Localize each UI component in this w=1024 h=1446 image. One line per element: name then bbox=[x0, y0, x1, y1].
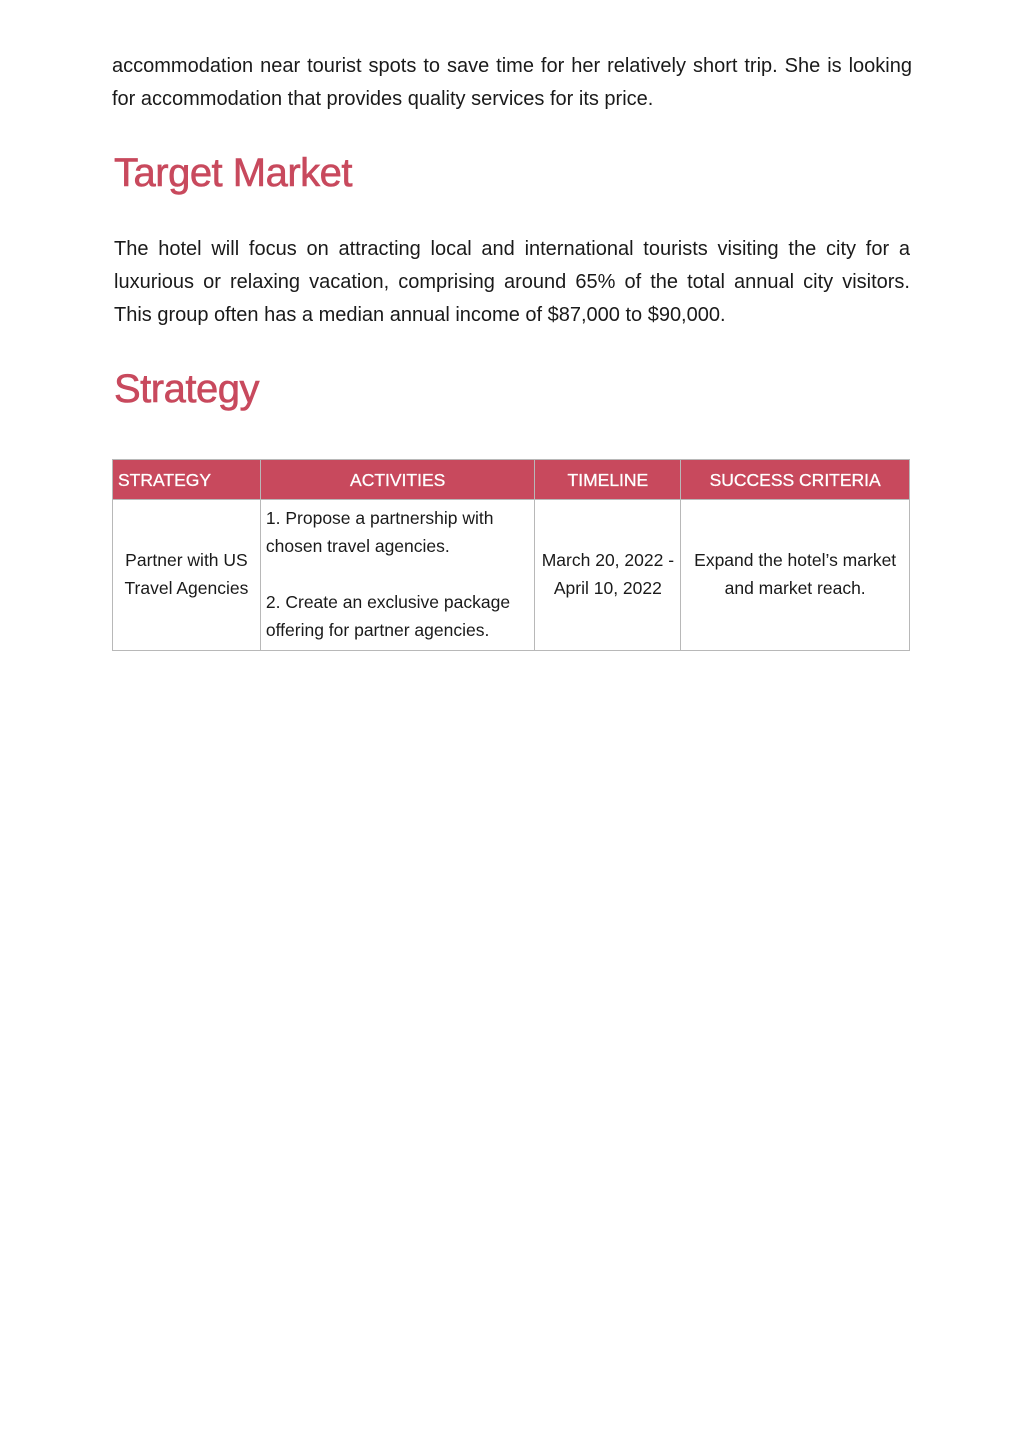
activity-spacer bbox=[266, 560, 529, 588]
table-row bbox=[113, 500, 910, 651]
cell-strategy: Partner with US Travel Agencies bbox=[113, 500, 261, 651]
target-market-heading: Target Market bbox=[114, 151, 353, 195]
activity-item: 1. Propose a partnership with chosen travel agencies. bbox=[265, 508, 494, 556]
header-activities: ACTIVITIES bbox=[260, 460, 535, 500]
activity-item: 2. Create an exclusive package offering for partner agencies. bbox=[265, 592, 511, 640]
cell-activities bbox=[260, 500, 535, 651]
table-header-row bbox=[113, 460, 910, 500]
target-market-paragraph: The hotel will focus on attracting local and international tourists visiting the city for a luxurious or relaxing vacation, comprising around 65% of the total annual city visitors. This group often has a median annual income of $87,000 to $90,000. bbox=[114, 238, 910, 326]
cell-timeline: March 20, 2022 - April 10, 2022 bbox=[535, 500, 681, 651]
header-success-criteria: SUCCESS CRITERIA bbox=[681, 460, 910, 500]
strategy-table bbox=[112, 459, 910, 651]
strategy-heading: Strategy bbox=[114, 367, 259, 411]
intro-paragraph: accommodation near tourist spots to save time for her relatively short trip. She is looking for accommodation that provides quality services for its price. bbox=[112, 55, 912, 110]
header-strategy: STRATEGY bbox=[113, 460, 261, 500]
cell-success-criteria: Expand the hotel’s market and market reach. bbox=[681, 500, 910, 651]
header-timeline: TIMELINE bbox=[535, 460, 681, 500]
